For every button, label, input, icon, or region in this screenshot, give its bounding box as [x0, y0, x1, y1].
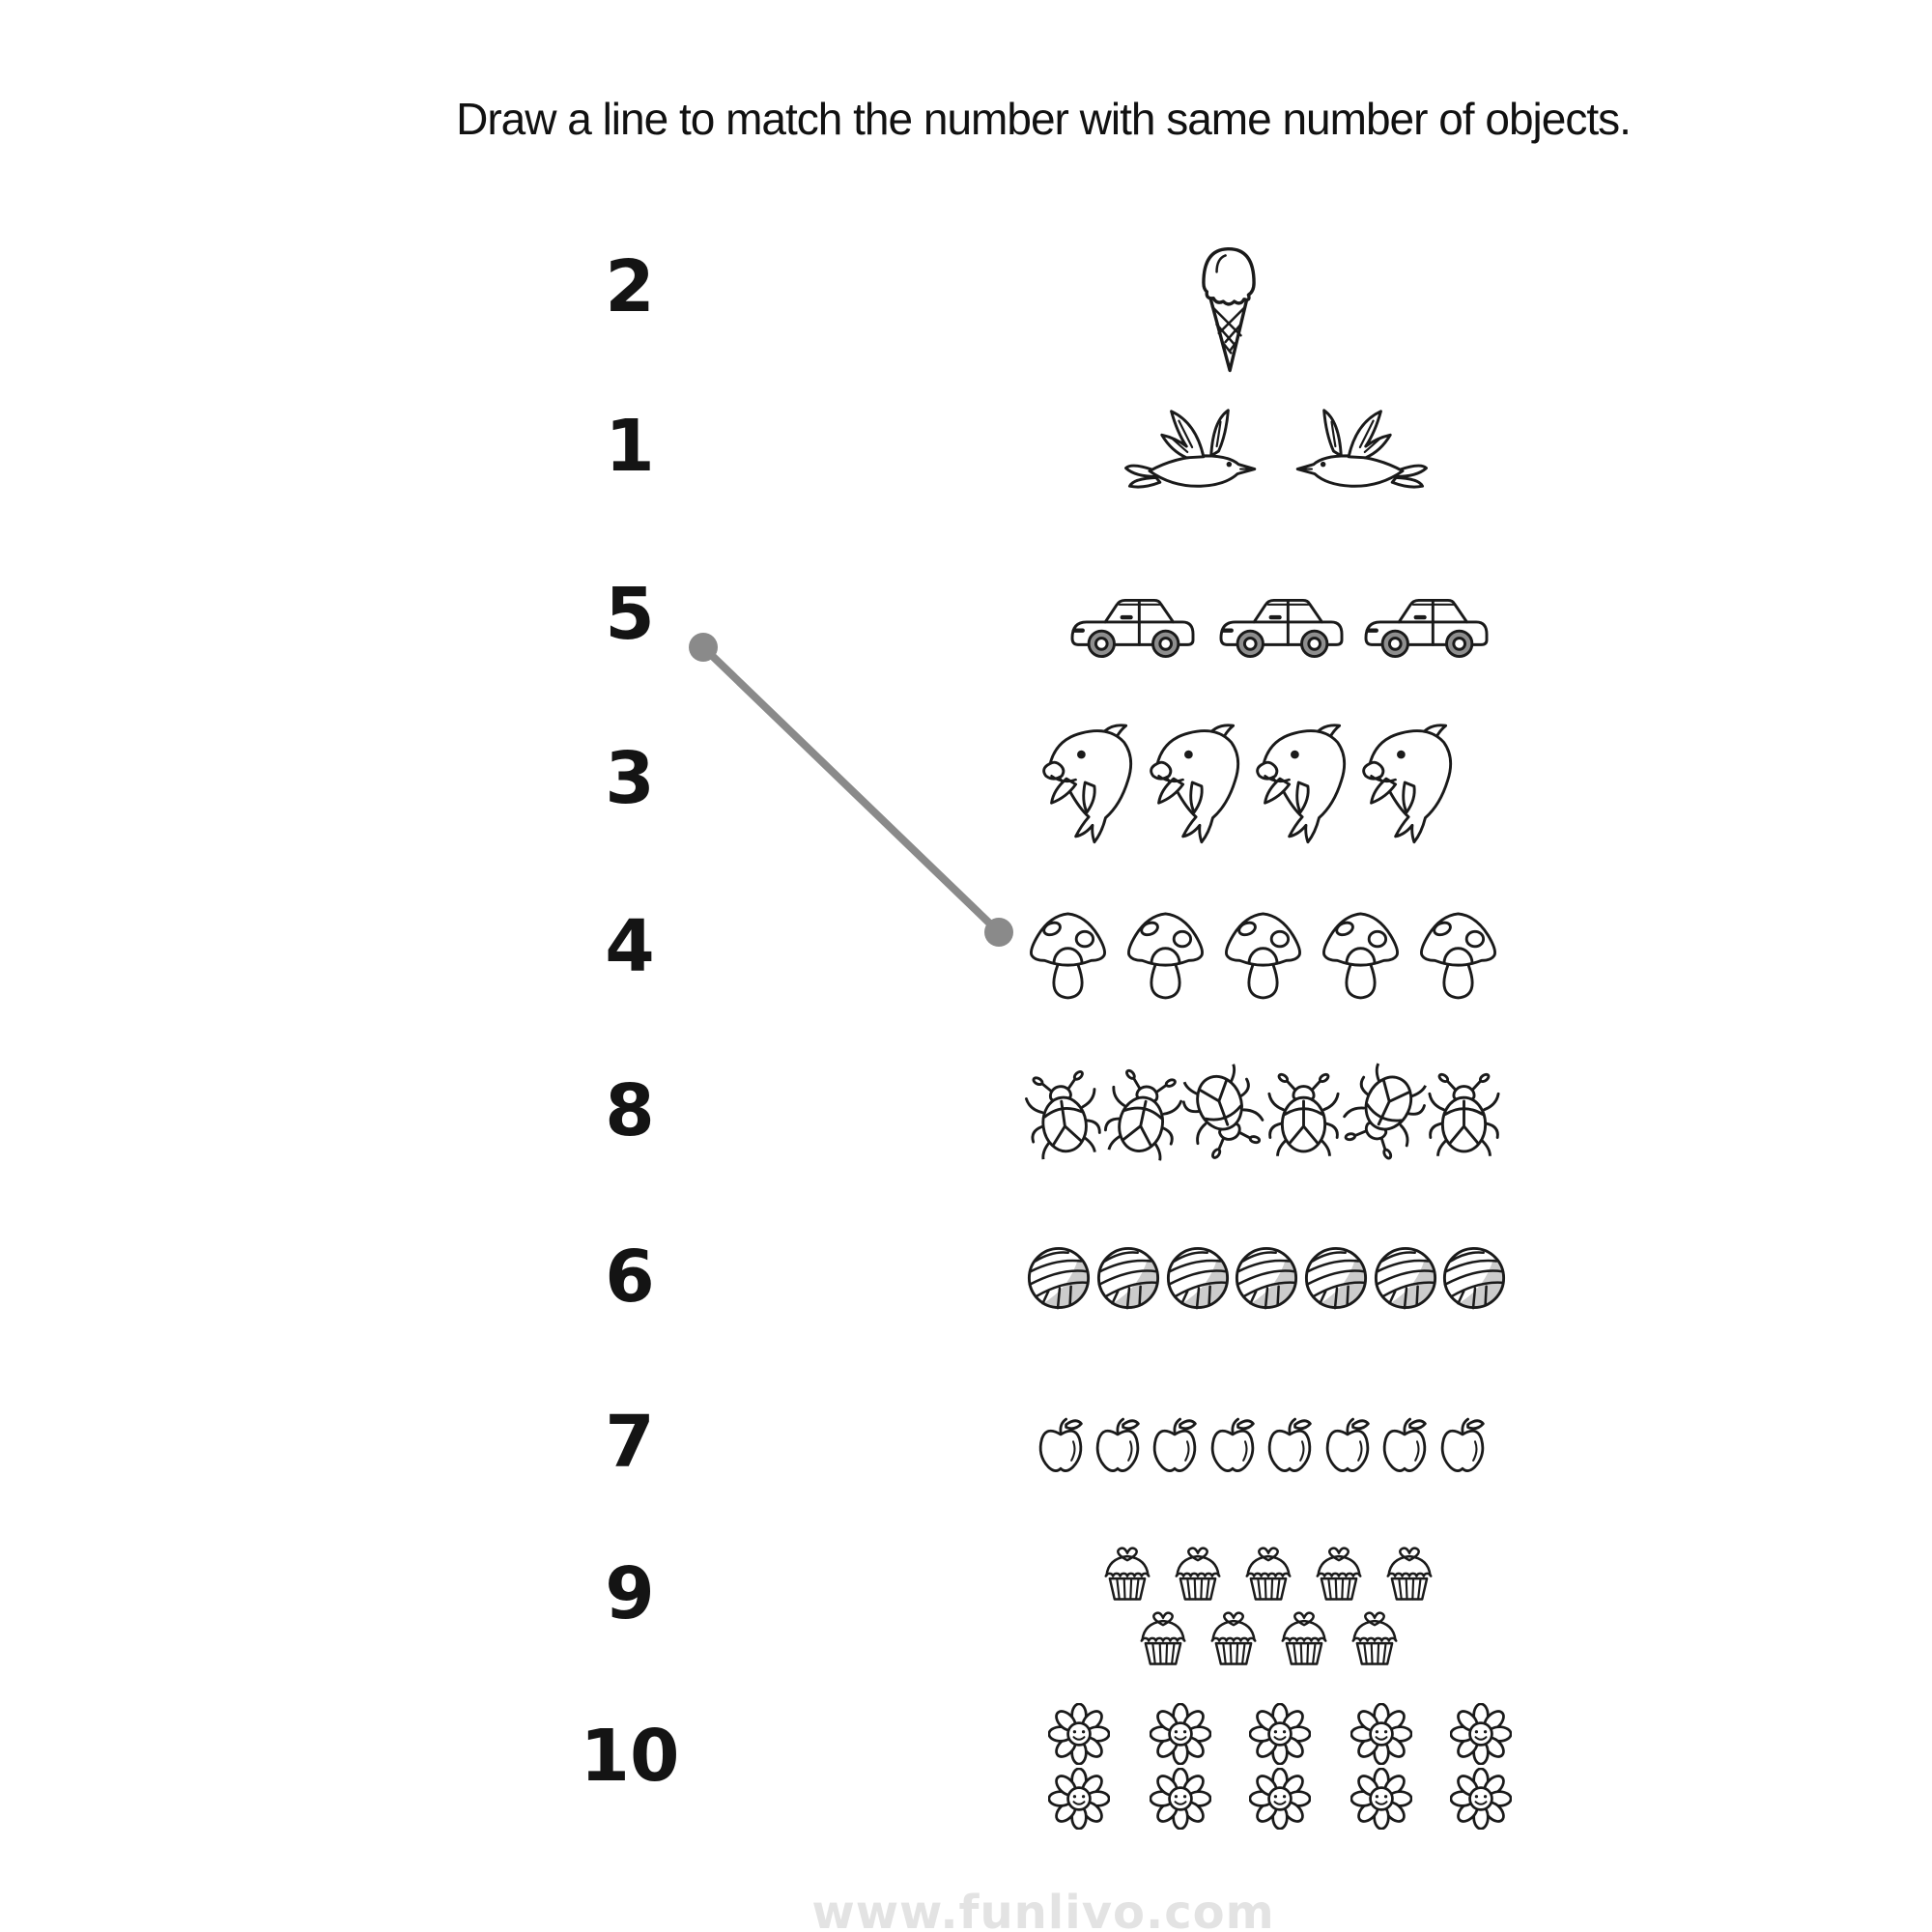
cupcake-icon [1276, 1607, 1332, 1666]
apple-icon [1208, 1416, 1258, 1476]
flower-icon [1047, 1703, 1111, 1765]
flower-icon [1449, 1768, 1513, 1830]
bird-group[interactable] [1116, 396, 1436, 502]
flower-icon [1350, 1703, 1413, 1765]
dolphin-group[interactable] [1035, 715, 1468, 850]
ice-cream-group[interactable] [1185, 238, 1272, 381]
number-label-1[interactable]: 1 [605, 405, 655, 488]
cupcake-icon [1135, 1607, 1191, 1666]
apple-group[interactable] [1030, 1410, 1493, 1482]
bug-icon [1097, 1063, 1188, 1162]
flower-icon [1449, 1703, 1513, 1765]
apple-icon [1322, 1416, 1373, 1476]
apple-icon [1264, 1416, 1315, 1476]
volleyball-icon [1026, 1245, 1092, 1311]
flower-icon [1248, 1768, 1312, 1830]
car-icon [1066, 579, 1199, 660]
number-label-6[interactable]: 6 [605, 1236, 655, 1319]
bird-icon [1122, 402, 1274, 497]
cupcake-group[interactable] [1094, 1537, 1443, 1672]
mushroom-icon [1123, 908, 1208, 1002]
cupcake-icon [1347, 1607, 1403, 1666]
bug-group[interactable] [1020, 1065, 1507, 1162]
mushroom-icon [1221, 908, 1305, 1002]
bug-icon [1020, 1065, 1106, 1161]
flower-icon [1350, 1768, 1413, 1830]
cupcake-icon [1170, 1543, 1226, 1602]
flower-icon [1149, 1768, 1212, 1830]
bird-icon [1278, 402, 1431, 497]
bug-icon [1427, 1070, 1501, 1156]
ice-cream-icon [1191, 243, 1266, 375]
watermark: www.funlivo.com [811, 1886, 1275, 1932]
apple-icon [1150, 1416, 1200, 1476]
car-icon [1360, 579, 1492, 660]
volleyball-icon [1441, 1245, 1507, 1311]
cupcake-icon [1099, 1543, 1155, 1602]
number-label-3[interactable]: 3 [605, 737, 655, 820]
number-label-5[interactable]: 5 [605, 573, 655, 656]
volleyball-icon [1373, 1245, 1438, 1311]
mushroom-icon [1026, 908, 1110, 1002]
mushroom-icon [1416, 908, 1500, 1002]
volleyball-icon [1095, 1245, 1161, 1311]
dolphin-icon [1148, 721, 1250, 844]
dolphin-icon [1360, 721, 1463, 844]
answer-line-end-dot [984, 918, 1013, 947]
dolphin-icon [1040, 721, 1143, 844]
cupcake-icon [1381, 1543, 1437, 1602]
apple-icon [1093, 1416, 1143, 1476]
volleyball-icon [1165, 1245, 1231, 1311]
cupcake-icon [1206, 1607, 1262, 1666]
car-group[interactable] [1061, 573, 1498, 666]
number-label-9[interactable]: 9 [605, 1552, 655, 1635]
flower-icon [1248, 1703, 1312, 1765]
apple-icon [1379, 1416, 1430, 1476]
bug-icon [1331, 1058, 1435, 1167]
number-label-4[interactable]: 4 [605, 905, 655, 988]
number-label-2[interactable]: 2 [605, 245, 655, 328]
cupcake-icon [1240, 1543, 1296, 1602]
flower-icon [1047, 1768, 1111, 1830]
number-label-10[interactable]: 10 [580, 1715, 680, 1798]
dolphin-icon [1254, 721, 1356, 844]
mushroom-icon [1319, 908, 1403, 1002]
volleyball-icon [1234, 1245, 1299, 1311]
flower-icon [1149, 1703, 1212, 1765]
cupcake-icon [1311, 1543, 1367, 1602]
number-label-8[interactable]: 8 [605, 1069, 655, 1152]
car-icon [1215, 579, 1348, 660]
flower-group[interactable] [1041, 1697, 1519, 1835]
apple-icon [1437, 1416, 1488, 1476]
volleyball-icon [1303, 1245, 1369, 1311]
bug-icon [1174, 1060, 1273, 1166]
worksheet-title: Draw a line to match the number with same number of objects. [456, 94, 1631, 144]
apple-icon [1036, 1416, 1086, 1476]
number-label-7[interactable]: 7 [605, 1401, 655, 1484]
answer-line [703, 647, 999, 932]
volleyball-group[interactable] [1020, 1239, 1513, 1317]
bug-icon [1266, 1070, 1341, 1156]
mushroom-group[interactable] [1020, 902, 1506, 1008]
